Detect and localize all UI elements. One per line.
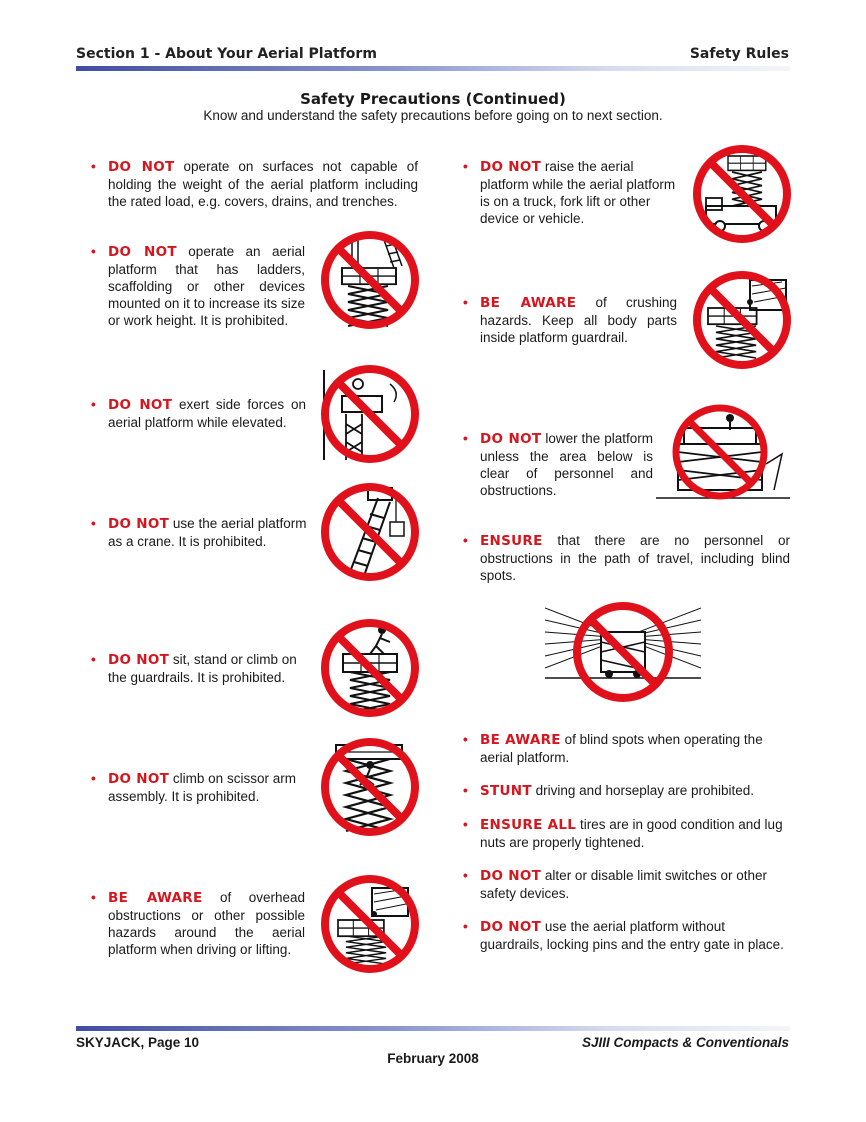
bullet-right-2: • BE AWARE of crushing hazards. Keep all body parts inside platform guardrail. [463,295,677,345]
prohibited-raise-on-truck-icon [688,140,796,248]
prohibited-side-force-icon [316,360,424,468]
prohibited-crane-use-icon [316,478,424,586]
bullet-left-2: • DO NOT operate an aerial platform that has ladders, scaffolding or other devices mounted on it to increase its size or work height. It is prohibited. [91,244,305,328]
bullet-left-5: • DO NOT sit, stand or climb on the guardrails. It is prohibited. [91,652,297,685]
header-section-title: Section 1 - About Your Aerial Platform [76,46,377,62]
bullet-left-3: • DO NOT exert side forces on aerial platform while elevated. [91,397,307,430]
bullet-left-7: • BE AWARE of overhead obstructions or other possible hazards around the aerial platform when driving or lifting. [91,890,305,957]
page-title: Safety Precautions (Continued) [300,90,566,108]
prohibited-blind-spot-icon [545,598,701,706]
footer-rule [76,1026,790,1031]
bullet-right-5: • BE AWARE of blind spots when operating the aerial platform. [463,732,763,765]
prohibited-scissor-climb-icon [316,733,424,841]
prohibited-guardrail-climb-icon [316,614,424,722]
bullet-right-4: • ENSURE that there are no personnel or obstructions in the path of travel, including blind spots. [463,533,790,583]
bullet-left-1: • DO NOT operate on surfaces not capable of holding the weight of the aerial platform including the rated load, e.g. covers, drains, and trenches. [91,159,418,209]
page-subtitle: Know and understand the safety precautions before going on to next section. [203,108,663,123]
bullet-right-6: • STUNT driving and horseplay are prohibited. [463,783,755,799]
header-rule [76,66,790,71]
bullet-right-1: • DO NOT raise the aerial platform while the aerial platform is on a truck, fork lift or other device or vehicle. [463,159,676,226]
bullet-right-8: • DO NOT alter or disable limit switches or other safety devices. [463,868,768,901]
prohibited-crushing-hazard-icon [688,266,796,374]
bullet-right-9: • DO NOT use the aerial platform without guardrails, locking pins and the entry gate in place. [463,919,784,952]
bullet-right-7: • ENSURE ALL tires are in good condition and lug nuts are properly tightened. [463,817,783,850]
header-chapter-title: Safety Rules [689,46,789,62]
bullet-right-3: • DO NOT lower the platform unless the area below is clear of personnel and obstructions. [463,431,654,498]
bullet-left-6: • DO NOT climb on scissor arm assembly. It is prohibited. [91,771,296,804]
lower-platform-clear-area-icon [656,404,790,502]
footer-model-name: SJIII Compacts & Conventionals [581,1035,789,1050]
prohibited-ladder-on-platform-icon [316,226,424,334]
footer-page-number: SKYJACK, Page 10 [76,1035,200,1050]
prohibited-overhead-obstruction-icon [316,870,424,978]
bullet-left-4: • DO NOT use the aerial platform as a crane. It is prohibited. [91,516,307,549]
footer-date: February 2008 [387,1051,479,1066]
